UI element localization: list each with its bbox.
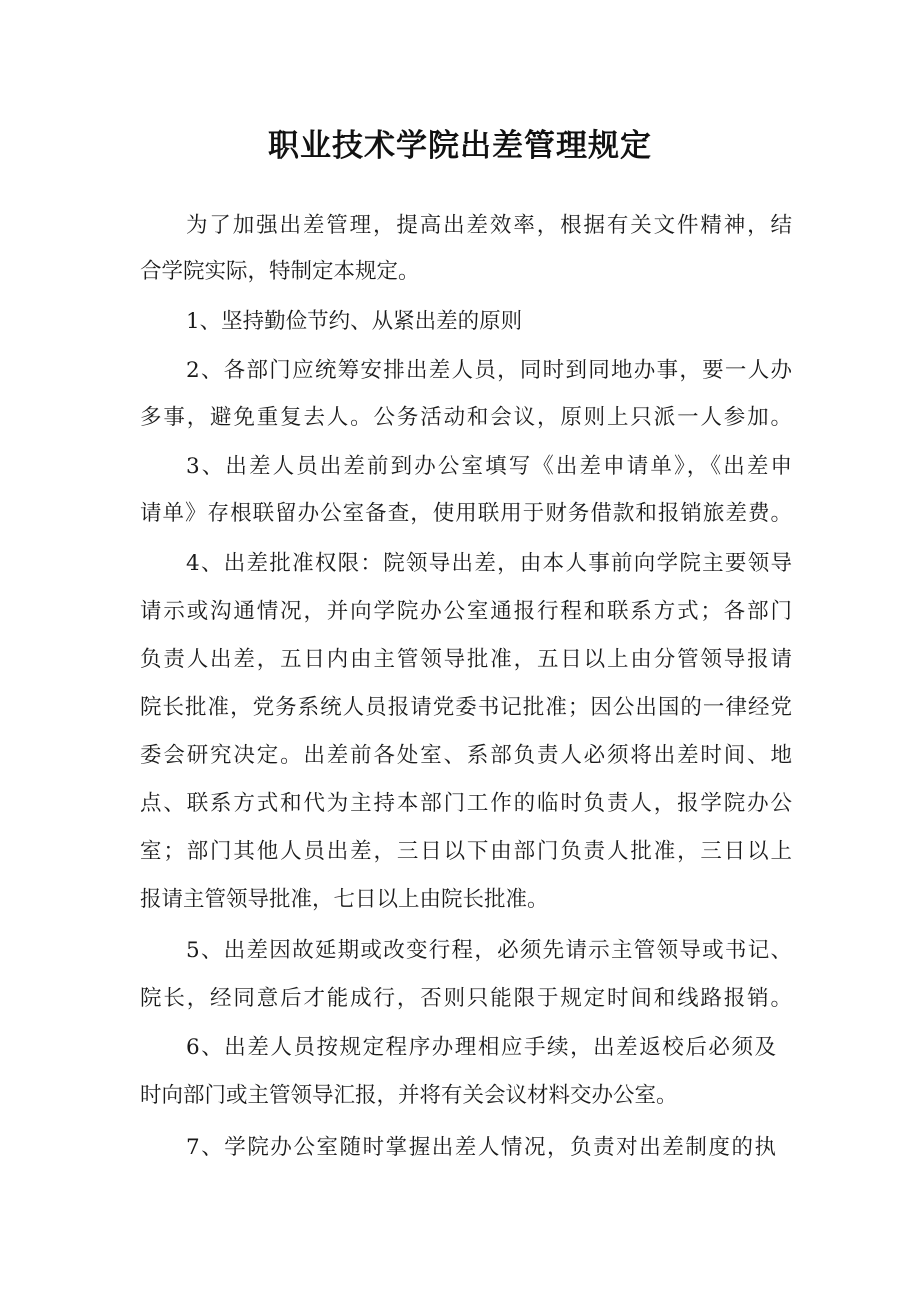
rule-5-line-2: 院长，经同意后才能成行，否则只能限于规定时间和线路报销。: [140, 986, 792, 1011]
rule-1-line-1: 1、坚持勤俭节约、从紧出差的原则: [186, 309, 523, 334]
rule-4-line-7: 室；部门其他人员出差，三日以下由部门负责人批准，三日以上: [140, 839, 792, 864]
rule-5-line-1: 5、出差因故延期或改变行程，必须先请示主管领导或书记、: [186, 938, 792, 963]
intro-line-1: 为了加强出差管理，提高出差效率，根据有关文件精神，结: [186, 213, 792, 238]
rule-3-line-2: 请单》存根联留办公室备查，使用联用于财务借款和报销旅差费。: [140, 501, 792, 526]
rule-4-line-6: 点、联系方式和代为主持本部门工作的临时负责人，报学院办公: [140, 791, 792, 816]
rule-4-line-3: 负责人出差，五日内由主管领导批准，五日以上由分管领导报请: [140, 647, 792, 672]
intro-line-2: 合学院实际，特制定本规定。: [140, 259, 420, 284]
rule-3-line-1: 3、出差人员出差前到办公室填写《出差申请单》，《出差申: [186, 454, 792, 479]
rule-2-line-1: 2、各部门应统筹安排出差人员，同时到同地办事，要一人办: [186, 358, 792, 383]
rule-7-line-1: 7、学院办公室随时掌握出差人情况，负责对出差制度的执: [186, 1135, 776, 1160]
rule-4-line-1: 4、出差批准权限：院领导出差，由本人事前向学院主要领导: [186, 551, 792, 576]
document-title: 职业技术学院出差管理规定: [268, 128, 652, 164]
rule-4-line-2: 请示或沟通情况，并向学院办公室通报行程和联系方式；各部门: [140, 599, 792, 624]
rule-2-line-2: 多事，避免重复去人。公务活动和会议，原则上只派一人参加。: [140, 405, 792, 430]
rule-6-line-1: 6、出差人员按规定程序办理相应手续，出差返校后必须及: [186, 1035, 776, 1060]
rule-6-line-2: 时向部门或主管领导汇报，并将有关会议材料交办公室。: [140, 1083, 678, 1108]
rule-4-line-8: 报请主管领导批准，七日以上由院长批准。: [140, 887, 549, 912]
rule-4-line-4: 院长批准，党务系统人员报请党委书记批准；因公出国的一律经党: [140, 695, 792, 720]
rule-4-line-5: 委会研究决定。出差前各处室、系部负责人必须将出差时间、地: [140, 743, 792, 768]
